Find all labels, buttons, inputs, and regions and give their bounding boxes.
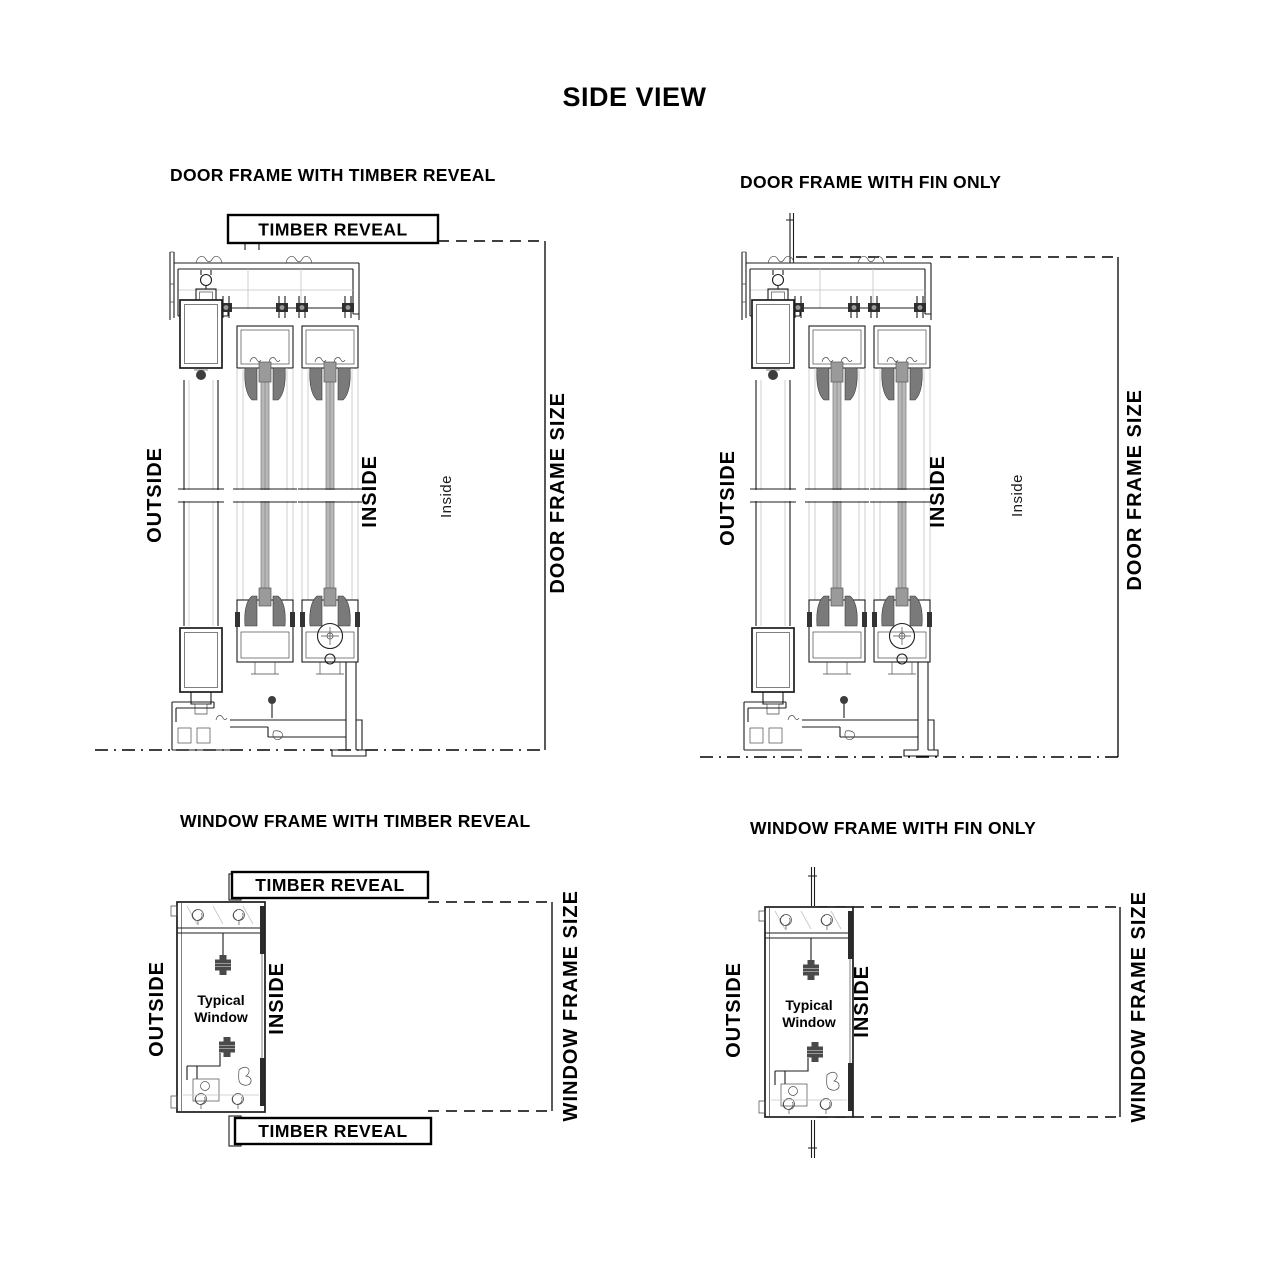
- outside-label: OUTSIDE: [717, 450, 739, 546]
- panel-title-door-fin: DOOR FRAME WITH FIN ONLY: [740, 172, 1002, 192]
- panel-title-window-fin: WINDOW FRAME WITH FIN ONLY: [750, 818, 1037, 838]
- extension-dashed-lines: [428, 902, 552, 1111]
- window-cross-section: [759, 907, 853, 1117]
- window-fin-drawing: [705, 860, 1165, 1170]
- timber-reveal-label: TIMBER REVEAL: [258, 219, 408, 240]
- outside-label: OUTSIDE: [144, 447, 166, 543]
- panel-door-fin-only: [700, 172, 1146, 780]
- timber-reveal-label-bottom: TIMBER REVEAL: [258, 1121, 408, 1141]
- window-frame-size-label: WINDOW FRAME SIZE: [560, 890, 582, 1122]
- window-frame-size-label: WINDOW FRAME SIZE: [1128, 891, 1150, 1123]
- panel-window-fin-only: [705, 818, 1165, 1170]
- mounting-fin: [786, 213, 794, 263]
- window-timber-drawing: [130, 860, 610, 1170]
- page-title: SIDE VIEW: [562, 82, 707, 112]
- inside-note-label: Inside: [438, 475, 455, 519]
- inside-label: INSIDE: [266, 962, 288, 1035]
- panel-title-door-timber: DOOR FRAME WITH TIMBER REVEAL: [170, 165, 496, 185]
- inside-label: INSIDE: [851, 965, 873, 1038]
- window-cross-section: [171, 902, 265, 1112]
- outside-label: OUTSIDE: [723, 962, 745, 1058]
- panel-window-timber-reveal: [130, 811, 610, 1170]
- door-fin-drawing: [700, 205, 1130, 780]
- timber-reveal-label-top: TIMBER REVEAL: [255, 875, 405, 895]
- door-cross-section: [742, 252, 938, 756]
- inside-label: INSIDE: [359, 455, 381, 528]
- door-cross-section: [170, 252, 366, 756]
- door-frame-size-label: DOOR FRAME SIZE: [1124, 389, 1146, 591]
- panel-door-timber-reveal: [95, 165, 569, 770]
- outside-label: OUTSIDE: [146, 961, 168, 1057]
- mounting-fin-bottom: [808, 1120, 817, 1158]
- mounting-fin-top: [808, 867, 817, 906]
- inside-note-label: Inside: [1009, 474, 1026, 518]
- inside-label: INSIDE: [927, 455, 949, 528]
- panel-title-window-timber: WINDOW FRAME WITH TIMBER REVEAL: [180, 811, 531, 831]
- door-frame-size-label: DOOR FRAME SIZE: [547, 392, 569, 594]
